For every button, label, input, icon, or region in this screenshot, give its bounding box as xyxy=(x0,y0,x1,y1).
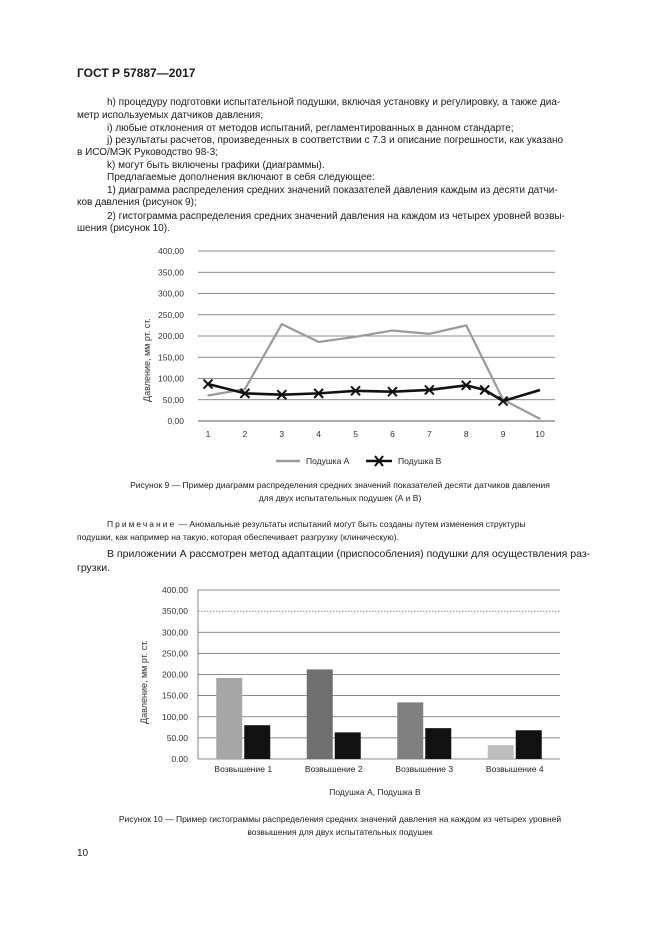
x-tick-label: Возвышение 3 xyxy=(395,764,454,774)
y-tick-label: 350,00 xyxy=(162,606,188,617)
figure9-caption-line2: для двух испытательных подушек (А и В) xyxy=(258,493,422,503)
figure10-caption-line1: Рисунок 10 — Пример гистограммы распределения средних значений давления на каждом из четырех уровней xyxy=(118,814,562,824)
bar-series-b xyxy=(516,730,542,759)
x-axis-label: Подушка А, Подушка В xyxy=(329,787,421,797)
text-line: метр используемых датчиков давления; xyxy=(77,110,264,121)
series-a-point xyxy=(244,388,246,390)
series-a-point xyxy=(392,330,394,332)
series-a-point xyxy=(539,418,541,420)
y-tick-label: 400.00 xyxy=(162,585,188,595)
bar-series-a xyxy=(216,678,242,759)
note-line2: подушки, как например на такую, которая обеспечивает разгрузку (клиническую). xyxy=(77,532,399,542)
series-a-point xyxy=(318,341,320,343)
bar-series-a xyxy=(397,702,423,759)
y-tick-label: 150,00 xyxy=(158,352,184,363)
series-a-point xyxy=(281,323,283,325)
note-text: — Аномальные результаты испытаний могут быть созданы путем изменения структуры xyxy=(176,519,526,529)
y-tick-label: 0,00 xyxy=(167,416,184,426)
series-a-point xyxy=(465,325,467,327)
series-b-line xyxy=(208,384,540,401)
x-tick-label: 4 xyxy=(316,429,322,439)
y-tick-label: 200,00 xyxy=(158,331,184,341)
text-line: k) могут быть включены графики (диаграммы). xyxy=(107,160,325,171)
appendix-text-line1: В приложении А рассмотрен метод адаптации (приспособления) подушки для осуществления раз- xyxy=(107,548,591,560)
y-tick-label: 0.00 xyxy=(171,754,188,764)
x-tick-label: 1 xyxy=(205,429,211,439)
x-tick-label: 10 xyxy=(535,429,545,439)
y-tick-label: 400,00 xyxy=(158,246,184,256)
text-line: Предлагаемые дополнения включают в себя следующее: xyxy=(107,172,375,183)
text-line: шения (рисунок 10). xyxy=(77,223,170,234)
appendix-text-line2: грузки. xyxy=(77,562,110,574)
x-tick-label: 5 xyxy=(353,429,358,439)
note-line1 xyxy=(77,518,617,531)
bar-series-a xyxy=(488,745,514,759)
y-tick-label: 100,00 xyxy=(158,373,184,384)
bar-series-b xyxy=(425,728,451,759)
note-label: Примечание xyxy=(107,519,177,529)
text-line: j) результаты расчетов, произведенных в соответствии с 7.3 и описание погрешности, как указано xyxy=(107,135,564,146)
text-line: 2) гистограмма распределения средних значений давления на каждом из четырех уровней возвы- xyxy=(107,211,565,222)
legend-series-b: Подушка В xyxy=(398,456,442,466)
x-tick-label: 7 xyxy=(426,429,432,439)
y-tick-label: 50.00 xyxy=(166,732,188,743)
text-line: в ИСО/МЭК Руководство 98-3; xyxy=(77,147,218,158)
legend-series-a: Подушка А xyxy=(306,456,350,466)
y-tick-label: 200,00 xyxy=(162,669,188,680)
series-a-point xyxy=(429,333,431,335)
x-tick-label: 6 xyxy=(390,429,395,439)
figure9-caption-line1: Рисунок 9 — Пример диаграмм распределения средних значений показателей десяти датчиков давления xyxy=(130,480,550,490)
document-header: ГОСТ Р 57887—2017 xyxy=(77,66,196,80)
bar-series-b xyxy=(244,725,270,759)
y-tick-label: 350,00 xyxy=(158,267,184,278)
x-tick-label: 9 xyxy=(500,429,506,439)
text-line: ков давления (рисунок 9); xyxy=(77,197,197,208)
x-tick-label: Возвышение 1 xyxy=(214,764,273,774)
x-tick-label: 3 xyxy=(279,429,285,439)
y-tick-label: 300,00 xyxy=(158,288,184,299)
y-tick-label: 250,00 xyxy=(162,648,188,659)
bar-series-b xyxy=(335,732,361,759)
page-number: 10 xyxy=(77,848,89,859)
y-tick-label: 50,00 xyxy=(162,394,184,405)
text-line: i) любые отклонения от методов испытаний, регламентированных в данном стандарте; xyxy=(107,123,514,134)
chart-legend xyxy=(276,456,442,466)
y-tick-label: 100,00 xyxy=(162,711,188,722)
x-tick-label: 8 xyxy=(463,429,469,439)
figure9-line-chart xyxy=(120,240,580,475)
x-tick-label: Возвышение 2 xyxy=(304,764,363,774)
bar-series-a xyxy=(307,669,333,759)
text-line: 1) диаграмма распределения средних значений показателей давления каждым из десяти датчи- xyxy=(107,185,558,196)
series-a-point xyxy=(207,395,209,397)
y-tick-label: 150,00 xyxy=(162,690,188,701)
series-a-point xyxy=(355,336,357,338)
y-axis-label: Давление, мм рт. ст. xyxy=(139,640,149,724)
x-tick-label: Возвышение 4 xyxy=(485,764,544,774)
series-a-line xyxy=(208,324,540,419)
x-tick-label: 2 xyxy=(242,429,248,439)
y-axis-label: Давление, мм рт. ст. xyxy=(142,318,152,402)
text-line: h) процедуру подготовки испытательной подушки, включая установку и регулировку, а также диа- xyxy=(107,97,561,108)
figure10-bar-chart xyxy=(120,580,580,805)
y-tick-label: 300,00 xyxy=(162,627,188,638)
figure10-caption-line2: возвышения для двух испытательных подушек xyxy=(247,827,433,837)
y-tick-label: 250,00 xyxy=(158,309,184,320)
